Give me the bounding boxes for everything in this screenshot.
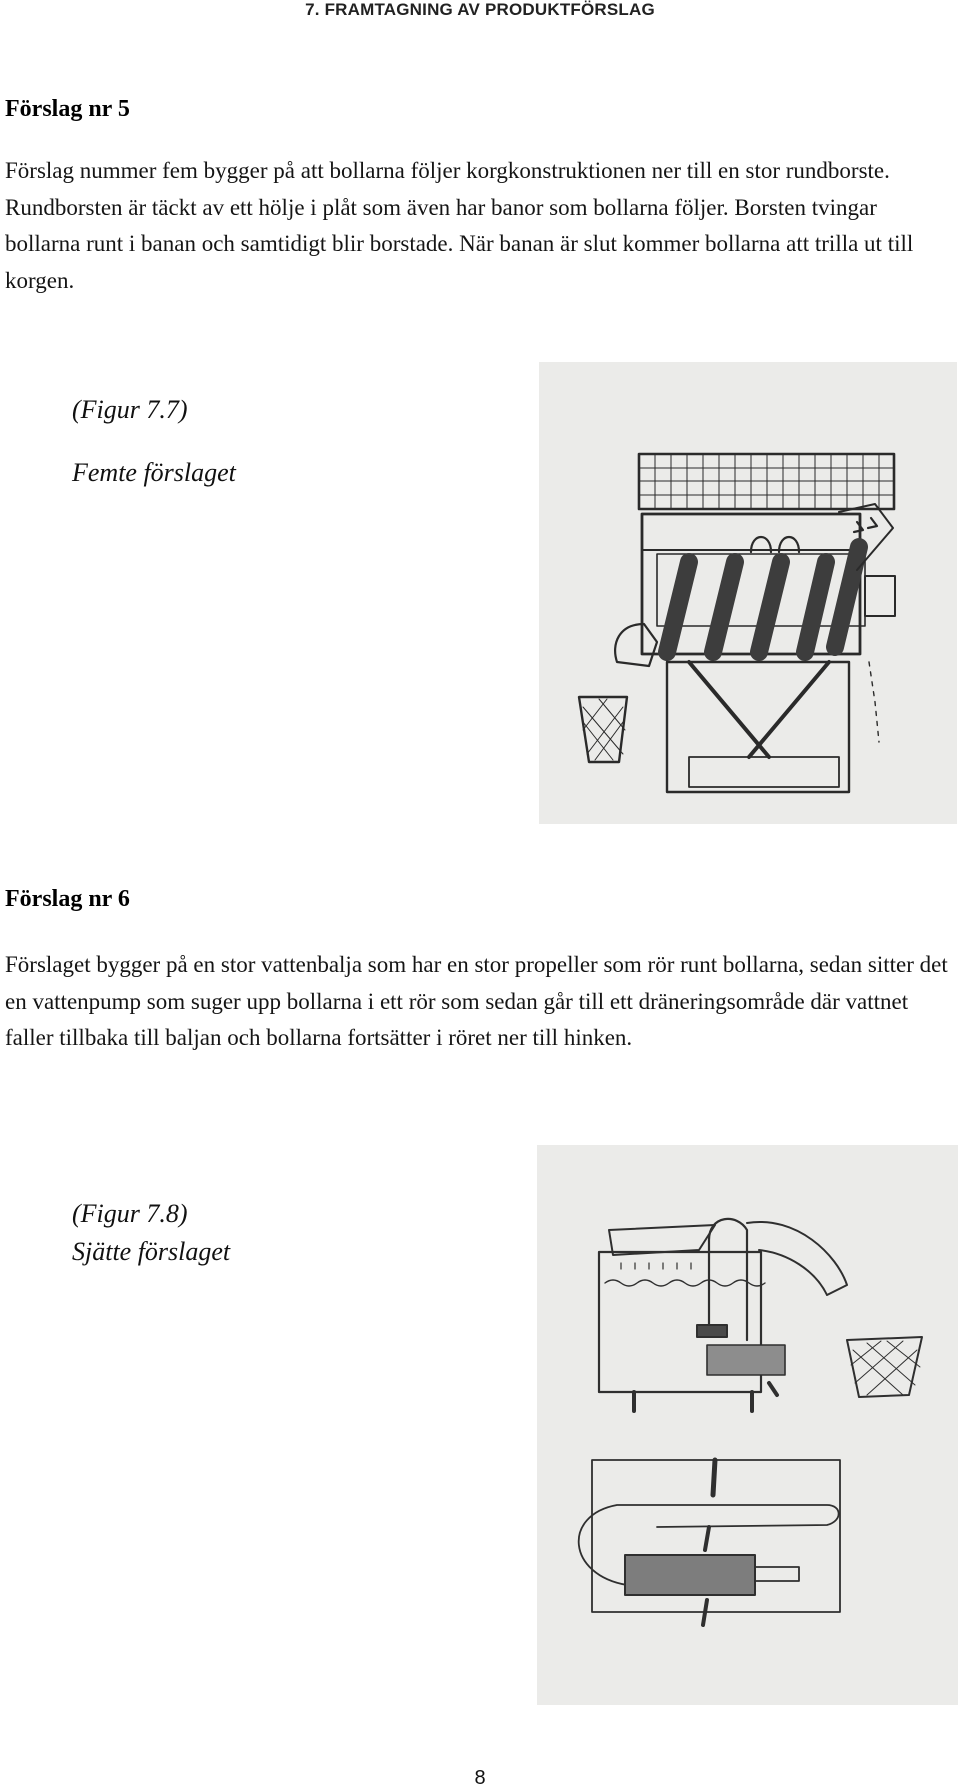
section-heading-5: Förslag nr 5 [5, 96, 130, 122]
figure-caption-7-8: Sjätte förslaget [72, 1237, 231, 1266]
section-paragraph-5: Förslag nummer fem bygger på att bollarna följer korgkonstruktionen ner till en stor rundborste. Rundborsten är täckt av ett hölje i plåt som även har banor som bollarna följer. Borsten tvingar bollarna runt i banan och samtidigt blir borstade. När banan är slut kommer bollarna att trilla ut till korgen. [5, 158, 914, 293]
page-number: 8 [474, 1767, 486, 1789]
chapter-header: 7. FRAMTAGNING AV PRODUKTFÖRSLAG [305, 0, 655, 19]
sketch-water-tub-image [537, 1145, 958, 1705]
sketch-brush-machine-image [539, 362, 957, 824]
section-paragraph-6: Förslaget bygger på en stor vattenbalja som har en stor propeller som rör runt bollarna, sedan sitter det en vattenpump som suger upp bollarna i ett rör som sedan går till ett dräneringsområde där vattnet faller tillbaka till baljan och bollarna fortsätter i röret ner till hinken. [5, 952, 948, 1050]
figure-ref-7-8: (Figur 7.8) [72, 1199, 188, 1228]
figure-ref-7-7: (Figur 7.7) [72, 395, 188, 424]
figure-caption-7-7: Femte förslaget [72, 458, 236, 487]
section-heading-6: Förslag nr 6 [5, 886, 130, 912]
